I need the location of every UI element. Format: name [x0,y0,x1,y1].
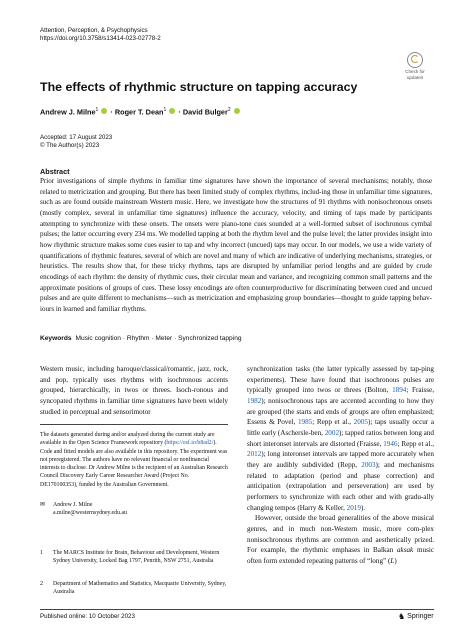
badge-line2: updates [406,75,424,80]
citation-link[interactable]: 1985 [297,418,313,427]
copyright-line: © The Author(s) 2023 [40,142,100,150]
citation-link[interactable]: 2012 [247,450,262,459]
italic-term: aksak [396,546,414,555]
affiliation-number: 2 [40,581,43,587]
affiliation-text: The MARCS Institute for Brain, Behaviour and Development, Western Sydney University, Locked Bag 1797, Penrith, NSW 2751, Australia [53,550,220,565]
text-run: ; Repp et al., [397,439,434,448]
author-affiliation-mark: 1 [95,107,99,113]
corresponding-author [40,501,228,517]
journal-header [40,27,161,43]
contact-name: Andrew J. Milne [53,502,93,508]
citation-link[interactable]: 1946 [383,439,398,448]
springer-horse-icon: ♞ [398,612,406,621]
dates-block [40,134,112,150]
citation-link[interactable]: 1894 [392,386,407,395]
orcid-icon[interactable] [101,108,107,114]
text-run: ); tapped ratios between long and short interonset intervals are distorted (Fraisse, [247,428,434,448]
body-column-left: Western music, including baroque/classical/romantic, jazz, rock, and pop, typically uses rhythms with isochronous accents grouped, hierarchically, in twos or threes. Isoch-ronous and syncopated rhythms in familiar time signatures have been widely studied in perceptual and sensorimotor [40,365,228,416]
footnote-divider [40,424,228,425]
citation-link[interactable]: 2019 [346,503,361,512]
text-run: ); taps usually occur a little early (Ascherslе-ben, [247,418,434,437]
check-for-updates-badge[interactable] [404,52,426,80]
accepted-date: Accepted: 17 August 2023 [40,134,113,141]
text-run: ; Fraisse, [406,386,434,395]
journal-doi[interactable]: https://doi.org/10.3758/s13414-023-02778-2 [40,35,161,43]
data-availability-note [40,431,228,489]
text-run: ); nonisochronous taps are accented according to how they are grouped (the starts and ends of groups are often emphasized; Essens & Povel, [247,396,434,427]
author-list: Andrew J. Milne$^1$ · Roger T. Dean$^1$ · David Bulger$^2$ [40,107,241,116]
affiliation-1 [40,549,228,565]
text-run: However, outside the broad generalities of the above musical genres, and in much non-Western music, more com-plex nonisochronous rhythms are common and aesthetically prized. For example, the rhythmic emphases in Balkan [247,514,434,555]
envelope-icon: ✉ [40,502,46,508]
keywords-label: Keywords [40,335,72,342]
osf-link[interactable]: https://osf.io/b8ad2/ [166,440,214,447]
keywords-line [40,335,242,342]
affiliation-2 [40,580,228,596]
italic-term: L [390,556,395,565]
author-name[interactable]: Andrew J. Milne [40,107,96,117]
publisher-name: Springer [407,613,434,620]
crossmark-icon [407,52,423,68]
text-run: ; Repp et al., [312,418,354,427]
paper-title: The effects of rhythmic structure on tapping accuracy [40,80,358,94]
journal-name: Attention, Perception, & Psychophysics [40,27,148,34]
citation-link[interactable]: 2002 [324,428,340,437]
affiliation-number: 1 [40,550,43,556]
citation-link[interactable]: 1982 [247,396,262,405]
paragraph-2 [247,513,434,566]
text-run: synchronization tasks (the latter typically assessed by tap-ping experiments). These have found that isochronous pulses are typically grouped into twos or threes (Bolton, [247,365,434,395]
author-affiliation-mark: 2 [227,107,231,113]
abstract-text: Prior investigations of simple rhythms in familiar time signatures have shown the importance of several mechanisms; notably, those related to metricization and grouping. But there has been limited study of complex rhythms, includ-ing those in unfamiliar time signatures, such as are found outside mainstream Western music. Here, we investigate how the structures of 91 rhythms with nonisochronous onsets (mostly complex, several in unfamiliar time signatures) influence the accuracy, velocity, and timing of taps made by participants attempting to synchronize with these onsets. The onsets were piano-tone cues sounded at a well-formed subset of isochronous cymbal pulses; the latter occurring every 234 ms. We modelled tapping at both the rhythm level and the pulse level; the latter provides insight into how rhythmic structure makes some cues easier to tap and why incorrect (uncued) taps may occur. In our models, we use a wide variety of quantifications of rhythmic features, several of which are novel and many of which are indicative of underlying mechanisms, strategies, or heuristics. The results show that, for these tricky rhythms, taps are disrupted by unfamiliar period lengths and are guided by crude encodings of each rhythm: the density of rhythmic cues, their circular mean and variance, and recognizing common small patterns and the approximate positions of groups of cues. These lossy encodings are often counterproductive for discriminating between cued and uncued pulses and are quite different to mechanisms—such as metricization and emphasizing group boundaries—thought to guide tapping behav-iours in learned and familiar rhythms. [40,177,432,313]
paragraph-1 [247,364,434,513]
orcid-icon[interactable] [169,108,175,114]
publisher-logo[interactable] [398,612,434,621]
orcid-icon[interactable] [234,108,240,114]
citation-link[interactable]: 2003 [361,460,376,469]
author-affiliation-mark: 1 [163,107,167,113]
text-run: music often form extended repeating patterns of “long” ( [247,546,435,565]
affiliation-text: Department of Mathematics and Statistics, Macquarie University, Sydney, Australia [53,581,227,596]
text-run: ); and mechanisms related to adaptation (period and phase correction) and anticipation (extrapolation and perseveration) are used by performers to synchronize with each other and with gradu-ally changing tempos (Harry & Keller, [247,460,434,512]
published-date: Published online: 10 October 2023 [40,613,135,620]
note-text-end: ). Code and fitted models are also available in this repository. The experiment was not preregistered. The authors have no relevant financial or nonfinancial interests to disclose. Dr Andrew Milne is the recipient of an Australian Research Council Discovery Early Career Researcher Award (Project No. DE170100353), funded by the Australian Government. [40,440,228,488]
author-name[interactable]: David Bulger [182,107,228,117]
footer-divider [40,609,434,610]
contact-email[interactable]: a.milne@westernsydney.edu.au [53,510,127,517]
text-run: ); long interonset intervals are tapped more accurately when they are audibly subdivided (Repp, [247,450,434,469]
keywords-items: Music cognition · Rhythm · Meter · Synchronized tapping [75,335,242,342]
badge-line1: Check for [405,69,425,74]
abstract-heading: Abstract [40,167,70,176]
text-run: ). [360,503,366,512]
citation-link[interactable]: 2005 [353,418,368,427]
body-column-right [247,364,434,566]
note-text-start: The datasets generated during and/or analyzed during the current study are available in the Open Science Framework repository ( [40,432,215,447]
text-run: ) [394,556,397,565]
author-name[interactable]: Roger T. Dean [114,107,164,117]
